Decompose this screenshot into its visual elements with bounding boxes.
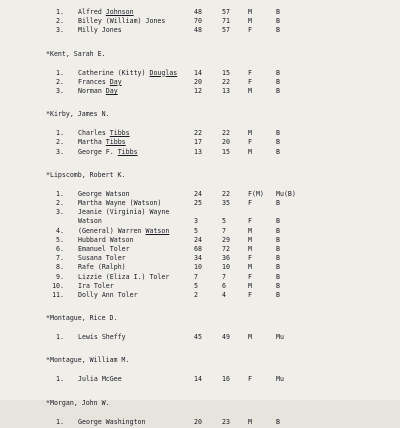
person-name: Billey (William) Jones: [78, 17, 166, 26]
color: B: [276, 272, 280, 281]
color: B: [276, 291, 280, 299]
age-recorded: 49: [222, 333, 230, 342]
age-recorded: 57: [222, 26, 230, 35]
age-recorded: 35: [222, 199, 230, 207]
row-number: 5.: [56, 235, 64, 244]
person-name: Rafe (Ralph): [78, 263, 126, 272]
sex: F: [248, 272, 252, 281]
person-name: Alfred Johnson: [78, 8, 134, 16]
age-recorded: 22: [222, 129, 230, 138]
row-number: 1.: [56, 189, 64, 198]
color: B: [276, 17, 280, 26]
person-name: George Watson: [78, 189, 130, 198]
color: Mu(B): [276, 189, 296, 198]
row-number: 11.: [52, 291, 64, 299]
row-number: 1.: [56, 129, 64, 138]
sex: F: [248, 199, 252, 207]
age-1860: 14: [194, 375, 202, 384]
color: B: [276, 68, 280, 77]
row-number: 1.: [56, 333, 64, 342]
age-recorded: 6: [222, 281, 226, 290]
row-number: 2.: [56, 17, 64, 26]
row-number: 3.: [56, 87, 64, 95]
age-recorded: 22: [222, 189, 230, 198]
underlined-surname: Tibbs: [117, 147, 138, 156]
age-1860: 24: [194, 235, 202, 244]
age-recorded: 16: [222, 375, 230, 384]
list-row: [0, 86, 400, 97]
underlined-surname: Day: [109, 77, 122, 86]
person-name: Emanuel Toler: [78, 245, 130, 253]
age-1860: 45: [194, 333, 202, 342]
sex: M: [248, 263, 252, 272]
person-name: Ira Toler: [78, 281, 114, 290]
person-name: Catherine (Kitty) Douglas: [78, 68, 178, 77]
sex: M: [248, 281, 252, 290]
color: B: [276, 417, 280, 426]
sex: F: [248, 26, 252, 35]
row-number: 2.: [56, 199, 64, 207]
age-1860: 34: [194, 254, 202, 263]
underlined-surname: Douglas: [149, 68, 178, 77]
list-row: [0, 417, 400, 428]
row-number: 10.: [52, 281, 64, 290]
underlined-surname: Day: [105, 87, 118, 95]
age-recorded: 7: [222, 272, 226, 281]
person-name: Dolly Ann Toler: [78, 291, 138, 299]
age-recorded: 57: [222, 8, 230, 16]
age-1860: 3: [194, 217, 198, 226]
sex: M: [248, 87, 252, 95]
person-name: Hubbard Watson: [78, 235, 134, 244]
age-recorded: 15: [222, 68, 230, 77]
list-row: [0, 290, 400, 301]
owner-heading: [0, 398, 400, 409]
owner-heading: [0, 355, 400, 366]
underlined-surname: Tibbs: [105, 138, 126, 147]
person-name: Milly Jones: [78, 26, 122, 35]
person-name: Martha Tibbs: [78, 138, 126, 147]
age-1860: 24: [194, 189, 202, 198]
age-recorded: 7: [222, 226, 226, 235]
color: B: [276, 199, 280, 207]
row-number: 1.: [56, 417, 64, 426]
age-1860: 5: [194, 281, 198, 290]
row-number: 1.: [56, 8, 64, 16]
person-name: Norman Day: [78, 87, 118, 95]
color: B: [276, 226, 280, 235]
row-number: 4.: [56, 226, 64, 235]
person-name: (General) Warren Watson: [78, 226, 170, 235]
age-1860: 68: [194, 245, 202, 253]
owner-heading: [0, 170, 400, 181]
age-recorded: 5: [222, 217, 226, 226]
owner-name: *Morgan, John W.: [46, 398, 110, 407]
row-number: 3.: [56, 26, 64, 35]
row-number: 9.: [56, 272, 64, 281]
age-1860: 20: [194, 417, 202, 426]
color: B: [276, 281, 280, 290]
row-number: 2.: [56, 138, 64, 147]
owner-heading: [0, 49, 400, 60]
underlined-surname: Johnson: [105, 8, 134, 16]
age-recorded: 22: [222, 77, 230, 86]
row-number: 7.: [56, 254, 64, 263]
underlined-surname: Watson: [145, 226, 170, 235]
sex: M: [248, 235, 252, 244]
age-recorded: 29: [222, 235, 230, 244]
list-row: [0, 374, 400, 385]
row-number: 6.: [56, 245, 64, 253]
sex: M: [248, 245, 252, 253]
sex: F: [248, 138, 252, 147]
age-recorded: 4: [222, 291, 226, 299]
row-number: 3.: [56, 147, 64, 156]
person-name: Julia McGee: [78, 375, 122, 384]
sex: M: [248, 417, 252, 426]
owner-name: *Kent, Sarah E.: [46, 49, 106, 58]
age-recorded: 72: [222, 245, 230, 253]
color: B: [276, 254, 280, 263]
sex: M: [248, 8, 252, 16]
color: Mu: [276, 375, 284, 384]
person-name: Charles Tibbs: [78, 129, 130, 138]
row-number: 3.: [56, 208, 64, 217]
age-recorded: 23: [222, 417, 230, 426]
color: B: [276, 263, 280, 272]
person-name: Lewis Sheffy: [78, 333, 126, 342]
row-number: 1.: [56, 68, 64, 77]
color: B: [276, 235, 280, 244]
owner-heading: [0, 109, 400, 120]
color: B: [276, 87, 280, 95]
owner-heading: [0, 313, 400, 324]
age-1860: 12: [194, 87, 202, 95]
sex: M: [248, 226, 252, 235]
owner-name: *Lipscomb, Robert K.: [46, 170, 126, 179]
list-row: [0, 25, 400, 36]
age-1860: 2: [194, 291, 198, 299]
age-1860: 20: [194, 77, 202, 86]
person-name: Martha Wayne (Watson): [78, 199, 162, 207]
row-number: 1.: [56, 375, 64, 384]
color: B: [276, 138, 280, 147]
person-name: George F. Tibbs: [78, 147, 138, 156]
color: B: [276, 26, 280, 35]
sex: F: [248, 291, 252, 299]
person-name: George Washington: [78, 417, 146, 426]
sex: M: [248, 333, 252, 342]
owner-name: *Kirby, James N.: [46, 110, 110, 119]
color: B: [276, 217, 280, 226]
age-recorded: 13: [222, 87, 230, 95]
sex: F: [248, 254, 252, 263]
row-number: 2.: [56, 77, 64, 86]
sex: M: [248, 147, 252, 156]
age-1860: 22: [194, 129, 202, 138]
sex: F: [248, 217, 252, 226]
age-1860: 5: [194, 226, 198, 235]
age-recorded: 15: [222, 147, 230, 156]
sex: F: [248, 68, 252, 77]
age-recorded: 20: [222, 138, 230, 147]
age-1860: 10: [194, 263, 202, 272]
age-1860: 13: [194, 147, 202, 156]
age-recorded: 71: [222, 17, 230, 26]
person-name: Jeanie (Virginia) Wayne: [78, 208, 170, 217]
owner-name: *Montague, Rice D.: [46, 314, 118, 323]
age-1860: 7: [194, 272, 198, 281]
sex: M: [248, 129, 252, 138]
person-name: Lizzie (Eliza I.) Toler: [78, 272, 170, 281]
sex: F(M): [248, 189, 264, 198]
age-1860: 17: [194, 138, 202, 147]
age-1860: 14: [194, 68, 202, 77]
person-name: Watson: [78, 217, 102, 226]
owner-name: *Montague, William M.: [46, 356, 130, 365]
age-1860: 48: [194, 26, 202, 35]
age-1860: 25: [194, 199, 202, 207]
sex: M: [248, 17, 252, 26]
person-name: Frances Day: [78, 77, 122, 86]
sex: F: [248, 77, 252, 86]
row-number: 8.: [56, 263, 64, 272]
sex: F: [248, 375, 252, 384]
color: B: [276, 147, 280, 156]
age-1860: 48: [194, 8, 202, 16]
color: B: [276, 8, 280, 16]
age-recorded: 36: [222, 254, 230, 263]
color: B: [276, 245, 280, 253]
color: B: [276, 77, 280, 86]
age-recorded: 10: [222, 263, 230, 272]
list-row: [0, 147, 400, 158]
color: B: [276, 129, 280, 138]
list-row: [0, 332, 400, 343]
color: Mu: [276, 333, 284, 342]
age-1860: 70: [194, 17, 202, 26]
person-name: Susana Toler: [78, 254, 126, 263]
underlined-surname: Tibbs: [109, 129, 130, 138]
